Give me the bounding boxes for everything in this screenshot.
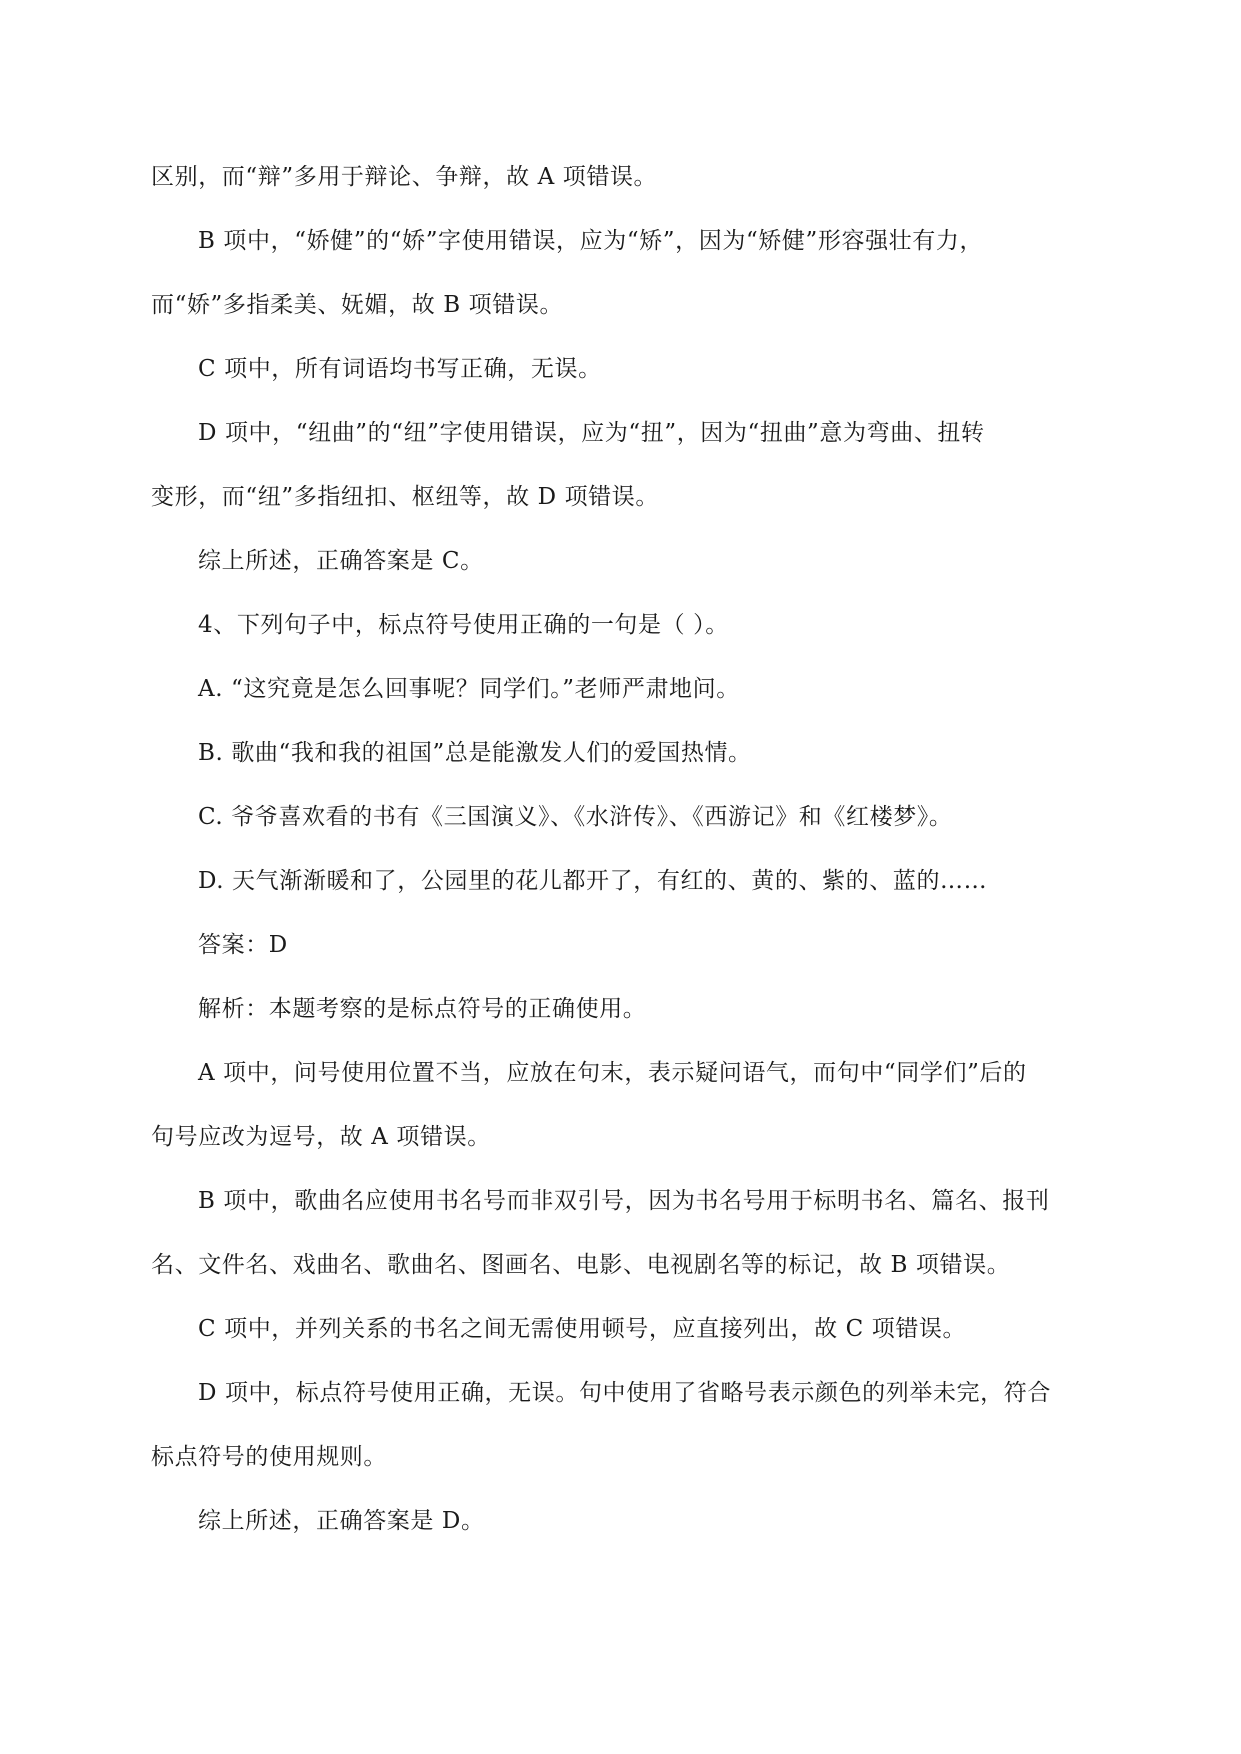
- paragraph: 名、文件名、戏曲名、歌曲名、图画名、电影、电视剧名等的标记，故 B 项错误。: [151, 1252, 1011, 1278]
- paragraph: 答案：D: [198, 932, 288, 958]
- paragraph: 变形，而“纽”多指纽扣、枢纽等，故 D 项错误。: [151, 484, 659, 510]
- paragraph: 标点符号的使用规则。: [151, 1444, 387, 1470]
- paragraph: 区别，而“辩”多用于辩论、争辩，故 A 项错误。: [151, 164, 658, 190]
- paragraph: B. 歌曲“我和我的祖国”总是能激发人们的爱国热情。: [198, 740, 752, 766]
- paragraph: 句号应改为逗号，故 A 项错误。: [151, 1124, 491, 1150]
- paragraph: 解析：本题考察的是标点符号的正确使用。: [198, 996, 647, 1022]
- paragraph: A. “这究竟是怎么回事呢？同学们。”老师严肃地问。: [198, 676, 740, 702]
- paragraph: A 项中，问号使用位置不当，应放在句末，表示疑问语气，而句中“同学们”后的: [198, 1060, 1027, 1086]
- paragraph: 而“娇”多指柔美、妩媚，故 B 项错误。: [151, 292, 564, 318]
- paragraph: C 项中，所有词语均书写正确，无误。: [198, 356, 602, 382]
- paragraph: C 项中，并列关系的书名之间无需使用顿号，应直接列出，故 C 项错误。: [198, 1316, 967, 1342]
- paragraph: D 项中，“纽曲”的“纽”字使用错误，应为“扭”，因为“扭曲”意为弯曲、扭转: [198, 420, 985, 446]
- document-body: [151, 145, 1091, 1553]
- paragraph: D. 天气渐渐暖和了，公园里的花儿都开了，有红的、黄的、紫的、蓝的……: [198, 868, 988, 894]
- paragraph: 综上所述，正确答案是 C。: [198, 548, 484, 574]
- paragraph: B 项中，“娇健”的“娇”字使用错误，应为“矫”，因为“矫健”形容强壮有力，: [198, 228, 984, 254]
- paragraph: 综上所述，正确答案是 D。: [198, 1508, 485, 1534]
- paragraph: B 项中，歌曲名应使用书名号而非双引号，因为书名号用于标明书名、篇名、报刊: [198, 1188, 1050, 1214]
- paragraph: C. 爷爷喜欢看的书有《三国演义》、《水浒传》、《西游记》和《红楼梦》。: [198, 804, 953, 830]
- paragraph: D 项中，标点符号使用正确，无误。句中使用了省略号表示颜色的列举未完，符合: [198, 1380, 1051, 1406]
- paragraph: 4、下列句子中，标点符号使用正确的一句是（ ）。: [198, 612, 729, 638]
